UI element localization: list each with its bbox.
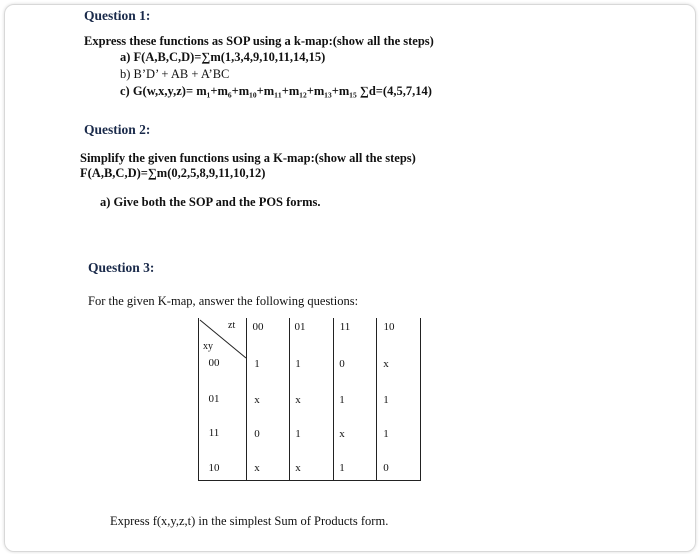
kmap-cell: 1 [339,394,345,406]
kmap-cell: 1 [383,394,389,406]
kmap-cell: 0 [383,462,389,474]
kmap-col-header: 00 [252,321,264,333]
kmap-cell: 1 [295,428,301,440]
kmap-cell: x [295,394,301,406]
question-2-item-a: a) Give both the SOP and the POS forms. [100,195,321,209]
question-3-title: Question 3: [88,260,155,275]
question-1-title: Question 1: [84,8,151,23]
kmap-row-header: 01 [208,393,220,405]
kmap-gridline [289,318,290,480]
kmap-gridline [198,480,421,481]
kmap-col-variable: zt [228,320,236,331]
kmap-row-header: 10 [208,462,220,474]
kmap-gridline [333,318,334,480]
question-2-title: Question 2: [84,122,151,137]
kmap-row-header: 11 [208,427,220,439]
kmap-row-variable: xy [203,341,213,352]
kmap-cell: x [339,428,345,440]
kmap-corner-diagonal [198,318,248,360]
kmap-col-header: 11 [339,321,351,333]
question-1-instruction: Express these functions as SOP using a k-map:(show all the steps) [84,34,434,48]
question-3-instruction: For the given K-map, answer the following questions: [88,294,359,308]
kmap-cell: 0 [254,428,260,440]
kmap-cell: x [295,462,301,474]
question-2-instruction: Simplify the given functions using a K-map:(show all the steps) [80,151,416,165]
kmap-gridline [198,318,199,481]
kmap-gridline [246,318,247,480]
question-3-prompt: Express f(x,y,z,t) in the simplest Sum of Products form. [110,514,389,528]
kmap-cell: 1 [254,358,260,370]
kmap-col-header: 01 [294,321,306,333]
kmap-cell: 1 [295,358,301,370]
kmap-gridline [376,318,377,480]
kmap-cell: 1 [339,462,345,474]
question-1-item-b: b) B’D’ + AB + A’BC [120,67,230,81]
kmap-cell: 1 [383,428,389,440]
question-1-item-c: c) G(w,x,y,z)= m₁+m₆+m₁₀+m₁₁+m₁₂+m₁₃+m₁₅ ∑d=(4,5,7,14) [120,84,432,98]
question-2-function: F(A,B,C,D)=∑m(0,2,5,8,9,11,10,12) [80,166,266,180]
kmap-cell: x [383,358,389,370]
kmap-gridline [420,318,421,480]
question-1-item-a: a) F(A,B,C,D)=∑m(1,3,4,9,10,11,14,15) [120,50,326,64]
kmap-cell: x [254,394,260,406]
kmap-row-header: 00 [208,357,220,369]
kmap-cell: x [254,462,260,474]
kmap-cell: 0 [339,358,345,370]
kmap-col-header: 10 [383,321,395,333]
